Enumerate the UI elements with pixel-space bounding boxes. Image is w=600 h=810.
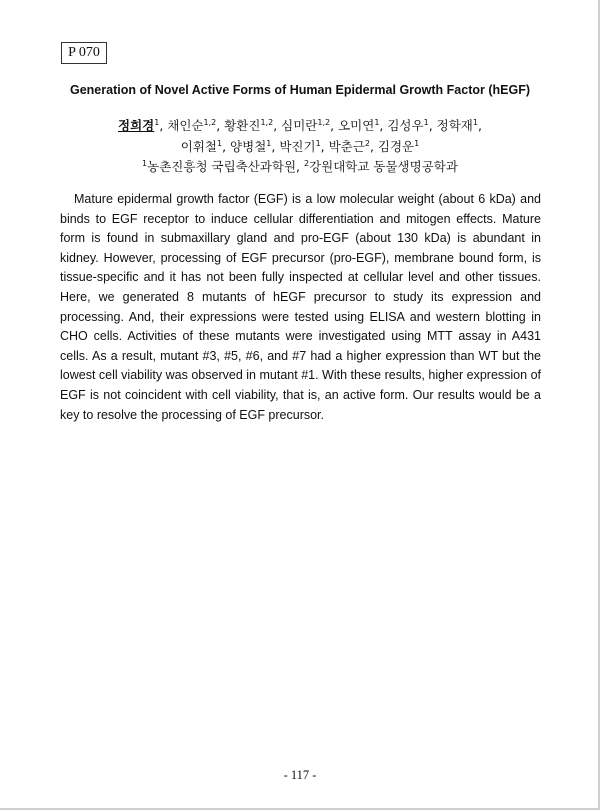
affiliation-mark: 1,2 xyxy=(260,117,274,127)
abstract-body: Mature epidermal growth factor (EGF) is a low molecular weight (about 6 kDa) and binds to EGF receptor to induce cellular differentiation and mitogen effects. Mature form is found in submaxillary gland and pro-EGF (about 130 kDa) is abundant in kidney. However, processing of EGF precursor (pro-EGF), membrane bound form, is tissue-specific and it has not been fully inspected at cellular level and other tissues. Here, we generated 8 mutants of hEGF precursor to study its expression and processing. And, their expressions were tested using ELISA and western blotting in CHO cells. Activities of these mutants were investigated using MTT assay in A431 cells. As a result, mutant #3, #5, #6, and #7 had a higher expression than WT but the lowest cell viability was observed in mutant #1. With these results, higher expression of EGF is not coincident with cell viability, that is, an active form. Our results would be a key to resolve the processing of EGF precursor. xyxy=(60,192,541,422)
affiliation-mark: 1 xyxy=(315,138,321,148)
affiliation-mark: 1 xyxy=(414,138,420,148)
affiliation-mark: 1 xyxy=(374,117,380,127)
author-name: 이휘철 xyxy=(180,138,217,154)
poster-code-box xyxy=(61,42,107,64)
author-name: 박춘근 xyxy=(328,138,365,154)
affiliation-mark: 1,2 xyxy=(203,117,217,127)
affiliation-name: 농촌진흥청 국립축산과학원 xyxy=(147,159,297,174)
author-block xyxy=(60,116,540,178)
affiliation-mark: 2 xyxy=(303,158,310,168)
author-name: 채인순 xyxy=(167,118,204,133)
author-name: 오미연 xyxy=(338,118,375,133)
affiliation-line: $^1$농촌진흥청 국립축산과학원, $^2$강원대학교 동물생명공학과 xyxy=(142,158,458,174)
author-line-1: 정희경$^1$, 채인순$^{1,2}$, 황환진$^{1,2}$, 심미란$^{1,2}$, 오미연$^1$, 김성우$^1$, 정학재$^1$, xyxy=(118,117,482,133)
affiliation-mark: 1 xyxy=(142,158,148,168)
author-name: 심미란 xyxy=(281,118,318,133)
presenter-affiliation-mark: 1 xyxy=(154,117,160,127)
affiliation-mark: 1 xyxy=(472,117,478,127)
abstract-title: Generation of Novel Active Forms of Human Epidermal Growth Factor (hEGF) xyxy=(69,83,530,97)
presenting-author: 정희경 xyxy=(118,118,155,133)
poster-code: P 070 xyxy=(68,45,100,60)
author-name: 양병철 xyxy=(230,138,267,154)
page-number: - 117 - xyxy=(283,768,317,782)
affiliation-name: 강원대학교 동물생명공학과 xyxy=(309,159,458,174)
affiliation-mark: 1 xyxy=(266,138,272,148)
author-name: 김경운 xyxy=(377,138,415,154)
author-name: 정학재 xyxy=(436,118,473,133)
author-name: 황환진 xyxy=(224,118,261,133)
affiliation-mark: 2 xyxy=(364,138,370,148)
author-name: 박진기 xyxy=(279,138,316,154)
affiliation-mark: 1 xyxy=(423,117,429,127)
affiliation-mark: 1,2 xyxy=(317,117,331,127)
author-line-2: 이휘철$^1$, 양병철$^1$, 박진기$^1$, 박춘근$^2$, 김경운$^1$ xyxy=(180,138,420,154)
affiliation-mark: 1 xyxy=(217,138,223,148)
author-name: 김성우 xyxy=(387,118,424,133)
